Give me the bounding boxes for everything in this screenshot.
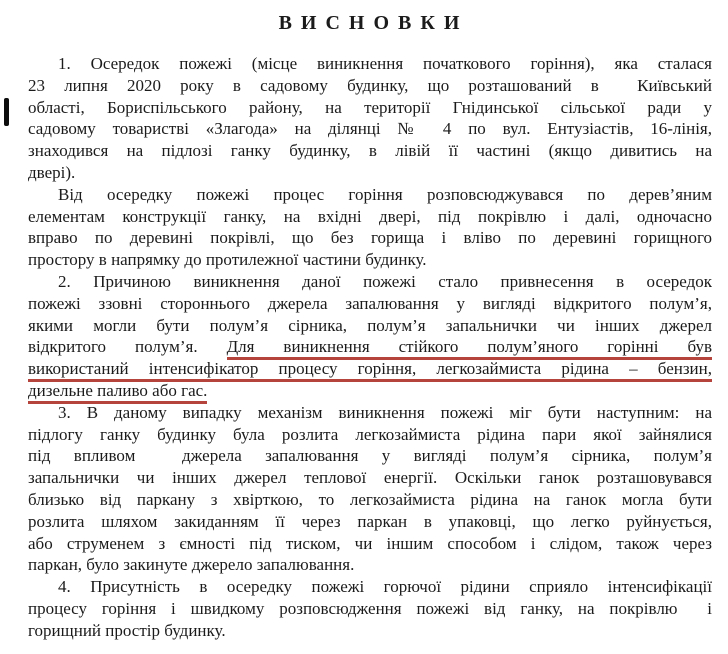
text-line [28,184,712,206]
text-run: якими могли бути полум’я сірника, полум’я запальнички чи інших джерел [28,315,712,335]
document-body [28,53,712,642]
text-run: області, Бориспільського району, на території Гнідинської сільської ради у [28,97,712,117]
text-run: розлита шляхом закиданням її через паркан в упаковці, що легко руйнується, [28,511,712,531]
text-line [28,533,712,555]
text-line [28,402,712,424]
text-line [28,140,712,162]
text-line [28,162,712,184]
red-underlined-text: Для виникнення стійкого полум’яного горінні був [227,337,712,360]
text-run: простору в напрямку до протилежної частини будинку. [28,250,427,270]
red-underlined-text: дизельне паливо або гас. [28,381,207,404]
text-run: горищний простір будинку. [28,620,226,640]
text-run: процесу горіння і швидкому розповсюдження пожежі від ганку, на покрівлю і [28,598,712,618]
text-run: паркан, було закинуте джерело запалювання. [28,555,355,575]
text-run: 1. Осередок пожежі (місце виникнення початкового горіння), яка сталася [58,54,712,73]
text-run: Від осередку пожежі процес горіння розповсюджувався по дерев’яним [58,184,712,204]
text-line [28,227,712,249]
text-run: підлогу ганку будинку була розлита легкозаймиста рідина пари якої зайнялися [28,424,712,444]
text-line [28,511,712,533]
text-run: елементам конструкції ганку, на вхідні двері, під покрівлю і далі, одночасно [28,206,712,226]
text-line [28,445,712,467]
text-run: вправо по деревині покрівлі, що без горища і вліво по деревині горищного [28,228,712,248]
text-line [28,97,712,119]
text-line [28,271,712,293]
text-run: пожежі ззовні стороннього джерела запалювання у вигляді відкритого полум’я, [28,293,712,313]
text-line [28,75,712,97]
text-line [28,576,712,598]
text-line [28,315,712,337]
text-line [28,554,712,576]
text-run: знаходився на підлозі ганку будинку, в лівій її частині (якщо дивитись на [28,141,712,161]
text-line [28,53,712,75]
text-line [28,293,712,315]
text-line [28,620,712,642]
text-line [28,358,712,380]
text-line [28,489,712,511]
text-run: 4. Присутність в осередку пожежі горючої рідини сприяло інтенсифікації [58,577,712,597]
text-line [28,598,712,620]
red-underlined-text: використаний інтенсифікатор процесу горіння, легкозаймиста рідина – бензин, [28,359,712,382]
text-line [28,336,712,358]
text-line [28,249,712,271]
text-line [28,424,712,446]
text-run: або струменем з ємності під тиском, чи іншим способом і слідом, також через [28,533,712,553]
document-title: В И С Н О В К И [278,12,462,34]
text-line [28,380,712,402]
text-line [28,206,712,228]
text-run: близько від паркану з хвірткою, то легкозаймиста рідина на ганок могла бути [28,489,712,509]
text-run: садовому товаристві «Злагода» на ділянці № 4 по вул. Ентузіастів, 16-лінія, [28,119,712,139]
text-run: двері). [28,162,76,182]
text-run: 23 липня 2020 року в садовому будинку, що розташований в Київський [28,75,712,95]
scan-artifact-mark [4,98,9,126]
text-run: 2. Причиною виникнення даної пожежі стало привнесення в осередок [58,271,712,291]
text-line [28,467,712,489]
text-line [28,118,712,140]
text-run: відкритого полум’я. [28,337,227,357]
text-run: запальнички чи інших джерел теплової енергії. Оскільки ганок розташовувався [28,468,712,488]
text-run: 3. В даному випадку механізм виникнення пожежі міг бути наступним: на [58,402,712,422]
text-run: під впливом джерела запалювання у вигляді полум’я сірника, полум’я [28,446,712,466]
